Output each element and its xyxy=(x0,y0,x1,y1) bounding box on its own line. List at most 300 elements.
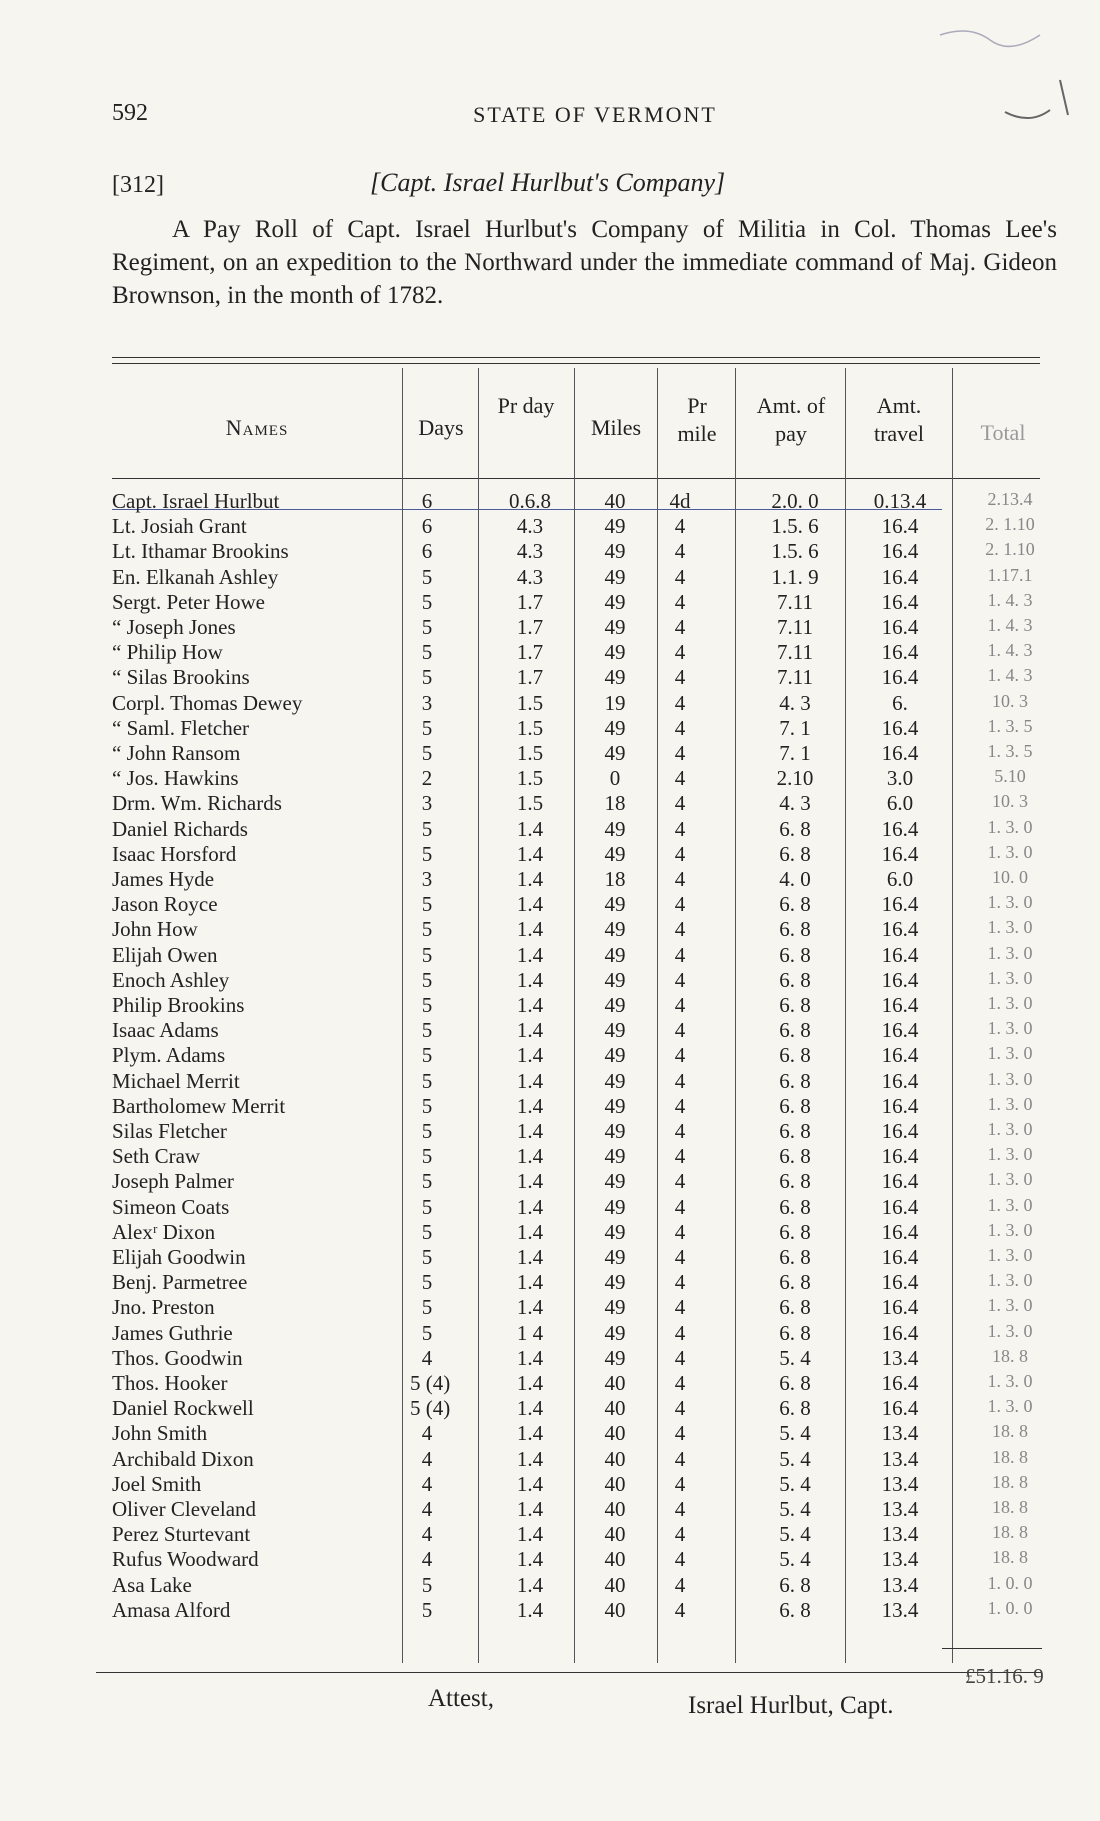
table-row xyxy=(0,1043,1100,1068)
row-days: 3 xyxy=(421,690,433,715)
row-name: James Hyde xyxy=(112,867,215,891)
row-total: 5.10 xyxy=(994,766,1026,787)
row-amt-pay: 5. 4 xyxy=(779,1547,811,1572)
table-row xyxy=(0,1220,1100,1245)
row-miles: 49 xyxy=(604,1345,626,1370)
row-pr-mile: 4 xyxy=(674,564,686,589)
row-days: 5 xyxy=(421,1270,433,1295)
row-amt-pay: 7.11 xyxy=(777,665,813,690)
attest-label: Attest, xyxy=(428,1685,494,1712)
row-total: 1. 3. 0 xyxy=(987,1068,1033,1089)
row-amt-pay: 7.11 xyxy=(777,589,813,614)
table-row xyxy=(0,615,1100,640)
row-pr-mile: 4 xyxy=(674,640,686,665)
row-amt-pay: 6. 8 xyxy=(779,1144,811,1169)
row-pr-day: 1.7 xyxy=(516,589,544,614)
row-pr-day: 4.3 xyxy=(516,564,544,589)
row-amt-pay: 6. 8 xyxy=(779,1371,811,1395)
row-name: Amasa Alford xyxy=(112,1597,231,1622)
row-days: 5 xyxy=(421,1119,433,1143)
row-total: 1. 3. 0 xyxy=(987,1093,1033,1114)
table-row xyxy=(0,741,1100,766)
row-pr-day: 4.3 xyxy=(516,539,544,564)
row-total: 1. 3. 0 xyxy=(987,892,1033,913)
row-name: Elijah Goodwin xyxy=(112,1245,246,1269)
row-days: 5 xyxy=(421,1572,433,1597)
row-days: 5 xyxy=(421,741,433,765)
row-total: 1. 3. 0 xyxy=(987,1194,1033,1215)
row-miles: 40 xyxy=(604,1446,626,1471)
row-pr-mile: 4 xyxy=(674,1219,686,1244)
row-total: 10. 3 xyxy=(992,690,1028,711)
row-days: 4 xyxy=(421,1497,433,1521)
table-row xyxy=(0,1018,1100,1043)
row-amt-pay: 6. 8 xyxy=(779,1169,811,1194)
row-amt-travel: 16.4 xyxy=(881,1396,919,1421)
row-days: 4 xyxy=(421,1522,433,1547)
row-miles: 49 xyxy=(604,564,626,589)
row-pr-mile: 4 xyxy=(674,1169,686,1194)
row-amt-travel: 16.4 xyxy=(881,942,919,967)
row-days: 5 xyxy=(421,1093,433,1118)
row-miles: 49 xyxy=(604,816,626,841)
table-row xyxy=(0,489,1100,514)
row-amt-pay: 1.1. 9 xyxy=(771,564,819,589)
row-pr-mile: 4 xyxy=(674,589,686,614)
row-pr-mile: 4 xyxy=(674,1270,686,1295)
row-amt-travel: 3.0 xyxy=(886,766,914,791)
table-row xyxy=(0,640,1100,665)
header-pr-mile xyxy=(660,392,734,448)
row-amt-pay: 5. 4 xyxy=(779,1522,811,1547)
row-total: 1. 3. 0 xyxy=(987,1396,1033,1417)
row-name: Daniel Rockwell xyxy=(112,1396,254,1421)
row-miles: 49 xyxy=(604,841,626,866)
row-pr-day: 1.4 xyxy=(516,1194,544,1219)
table-row xyxy=(0,791,1100,816)
row-amt-travel: 16.4 xyxy=(881,1018,919,1043)
table-row xyxy=(0,1069,1100,1094)
row-pr-mile: 4 xyxy=(674,892,686,917)
row-amt-pay: 6. 8 xyxy=(779,917,811,942)
row-miles: 40 xyxy=(604,1497,626,1521)
row-miles: 49 xyxy=(604,589,626,614)
row-total: 1. 3. 0 xyxy=(987,993,1033,1013)
row-total: 1. 3. 0 xyxy=(987,1169,1033,1190)
row-miles: 49 xyxy=(604,1320,626,1345)
row-amt-pay: 6. 8 xyxy=(779,1219,811,1244)
row-miles: 49 xyxy=(604,1194,626,1219)
row-name: James Guthrie xyxy=(112,1320,233,1345)
row-total: 1. 3. 5 xyxy=(987,715,1033,736)
row-name: “ Saml. Fletcher xyxy=(112,715,250,740)
row-pr-day: 1.4 xyxy=(516,1421,544,1446)
row-name: Isaac Adams xyxy=(112,1018,219,1043)
row-days: 3 xyxy=(421,791,433,816)
row-miles: 49 xyxy=(604,539,626,564)
row-name: John How xyxy=(112,917,198,942)
grand-total-rule xyxy=(942,1648,1042,1649)
row-days: 5 xyxy=(421,715,433,740)
row-pr-day: 1.4 xyxy=(516,1345,544,1370)
row-total: 1. 3. 5 xyxy=(987,741,1033,761)
row-name: En. Elkanah Ashley xyxy=(112,564,279,589)
row-total: 18. 8 xyxy=(992,1497,1028,1517)
row-pr-mile: 4 xyxy=(674,741,686,765)
row-days: 5 xyxy=(421,942,433,967)
row-pr-day: 1.4 xyxy=(516,942,544,967)
row-pr-mile: 4 xyxy=(674,1194,686,1219)
row-miles: 49 xyxy=(604,1169,626,1194)
row-pr-mile: 4 xyxy=(674,1345,686,1370)
row-pr-mile: 4 xyxy=(674,1522,686,1547)
row-pr-mile: 4 xyxy=(674,690,686,715)
row-amt-travel: 13.4 xyxy=(881,1345,919,1370)
row-pr-day: 1 4 xyxy=(516,1320,544,1345)
row-days: 5 xyxy=(421,841,433,866)
row-amt-travel: 16.4 xyxy=(881,1119,919,1143)
row-miles: 49 xyxy=(604,1295,626,1320)
table-row xyxy=(0,1396,1100,1421)
row-total: 2.13.4 xyxy=(987,489,1033,509)
row-amt-travel: 6.0 xyxy=(886,791,914,816)
row-miles: 49 xyxy=(604,1018,626,1043)
row-pr-mile: 4 xyxy=(674,1093,686,1118)
row-amt-pay: 7. 1 xyxy=(779,715,811,740)
row-name: Lt. Ithamar Brookins xyxy=(112,539,289,564)
row-pr-day: 1.4 xyxy=(516,1446,544,1471)
row-name: Asa Lake xyxy=(112,1572,192,1597)
row-name: “ John Ransom xyxy=(112,741,241,765)
row-total: 2. 1.10 xyxy=(985,539,1035,560)
row-days: 5 xyxy=(421,993,433,1017)
row-days: 4 xyxy=(421,1547,433,1572)
row-amt-pay: 5. 4 xyxy=(779,1471,811,1496)
row-miles: 49 xyxy=(604,514,626,539)
row-pr-day: 1.4 xyxy=(516,1245,544,1269)
row-pr-mile: 4 xyxy=(674,766,686,791)
row-amt-travel: 6. xyxy=(892,690,908,715)
table-row xyxy=(0,1169,1100,1194)
row-amt-travel: 16.4 xyxy=(881,1093,919,1118)
row-amt-travel: 16.4 xyxy=(881,1245,919,1269)
row-total: 18. 8 xyxy=(992,1421,1028,1442)
row-amt-travel: 13.4 xyxy=(881,1497,919,1521)
row-miles: 19 xyxy=(604,690,626,715)
row-days: 5 xyxy=(421,1018,433,1043)
row-amt-pay: 7. 1 xyxy=(779,741,811,765)
row-amt-travel: 16.4 xyxy=(881,892,919,917)
row-amt-pay: 5. 4 xyxy=(779,1421,811,1446)
row-pr-day: 1.4 xyxy=(516,1093,544,1118)
row-amt-travel: 16.4 xyxy=(881,1371,919,1395)
row-name: Isaac Horsford xyxy=(112,841,237,866)
row-total: 1. 3. 0 xyxy=(987,1144,1033,1165)
row-miles: 49 xyxy=(604,615,626,639)
row-amt-pay: 6. 8 xyxy=(779,1068,811,1093)
header-amt-pay xyxy=(738,392,844,448)
row-name: Jason Royce xyxy=(112,892,218,917)
row-pr-mile: 4 xyxy=(674,967,686,992)
row-amt-pay: 6. 8 xyxy=(779,1396,811,1421)
row-days: 6 xyxy=(421,539,433,564)
row-amt-travel: 13.4 xyxy=(881,1572,919,1597)
row-pr-mile: 4 xyxy=(674,1320,686,1345)
row-pr-day: 1.4 xyxy=(516,1270,544,1295)
row-pr-mile: 4 xyxy=(674,539,686,564)
row-amt-travel: 16.4 xyxy=(881,615,919,639)
table-bottom-rule xyxy=(96,1672,1042,1673)
row-total: 1. 3. 0 xyxy=(987,1119,1033,1139)
row-pr-mile: 4d xyxy=(669,489,691,513)
row-amt-travel: 0.13.4 xyxy=(873,489,927,513)
row-days: 5 xyxy=(421,1043,433,1068)
row-pr-mile: 4 xyxy=(674,1043,686,1068)
signer-name: Israel Hurlbut, Capt. xyxy=(688,1692,894,1719)
row-amt-travel: 16.4 xyxy=(881,816,919,841)
row-amt-pay: 1.5. 6 xyxy=(771,514,819,539)
row-total: 1. 3. 0 xyxy=(987,1270,1033,1291)
row-amt-travel: 16.4 xyxy=(881,741,919,765)
row-days: 5 xyxy=(421,1144,433,1169)
row-total: 1. 3. 0 xyxy=(987,1295,1033,1316)
table-row xyxy=(0,539,1100,564)
row-amt-pay: 6. 8 xyxy=(779,1597,811,1622)
row-pr-day: 1.4 xyxy=(516,1144,544,1169)
row-pr-mile: 4 xyxy=(674,1295,686,1320)
table-row xyxy=(0,766,1100,791)
header-amt-travel-text: Amt. travel xyxy=(873,393,925,446)
row-name: Thos. Hooker xyxy=(112,1371,228,1395)
row-amt-travel: 16.4 xyxy=(881,665,919,690)
row-name: Simeon Coats xyxy=(112,1194,230,1219)
row-total: 1. 3. 0 xyxy=(987,967,1033,988)
row-pr-mile: 4 xyxy=(674,841,686,866)
row-miles: 49 xyxy=(604,665,626,690)
row-days: 5 xyxy=(421,892,433,917)
row-name: Capt. Israel Hurlbut xyxy=(112,489,280,513)
row-miles: 49 xyxy=(604,942,626,967)
table-row xyxy=(0,565,1100,590)
row-miles: 49 xyxy=(604,1043,626,1068)
row-amt-travel: 16.4 xyxy=(881,1043,919,1068)
row-days: 5 xyxy=(421,816,433,841)
row-amt-pay: 6. 8 xyxy=(779,816,811,841)
row-total: 2. 1.10 xyxy=(985,514,1035,535)
running-head: STATE OF VERMONT xyxy=(473,102,717,127)
row-amt-pay: 1.5. 6 xyxy=(771,539,819,564)
row-pr-day: 1.5 xyxy=(516,741,544,765)
row-miles: 49 xyxy=(604,640,626,665)
row-amt-travel: 16.4 xyxy=(881,1320,919,1345)
row-pr-mile: 4 xyxy=(674,917,686,942)
row-pr-mile: 4 xyxy=(674,1421,686,1446)
row-amt-travel: 16.4 xyxy=(881,1068,919,1093)
row-days: 5 (4) xyxy=(410,1396,451,1421)
row-amt-pay: 6. 8 xyxy=(779,942,811,967)
row-days: 6 xyxy=(421,514,433,539)
row-pr-mile: 4 xyxy=(674,1144,686,1169)
table-row xyxy=(0,1421,1100,1446)
row-name: Lt. Josiah Grant xyxy=(112,514,247,539)
row-amt-pay: 5. 4 xyxy=(779,1497,811,1521)
row-pr-mile: 4 xyxy=(674,867,686,891)
row-amt-pay: 6. 8 xyxy=(779,841,811,866)
row-days: 5 xyxy=(421,564,433,589)
row-days: 5 (4) xyxy=(410,1371,451,1395)
row-pr-day: 4.3 xyxy=(516,514,544,539)
row-amt-pay: 6. 8 xyxy=(779,1270,811,1295)
row-amt-travel: 16.4 xyxy=(881,514,919,539)
document-number: [312] xyxy=(112,172,164,198)
header-miles: Miles xyxy=(590,415,642,440)
row-name: Corpl. Thomas Dewey xyxy=(112,690,303,715)
row-miles: 49 xyxy=(604,741,626,765)
row-amt-pay: 6. 8 xyxy=(779,1320,811,1345)
row-miles: 40 xyxy=(604,1572,626,1597)
table-top-rule xyxy=(112,357,1040,358)
row-pr-day: 1.4 xyxy=(516,816,544,841)
row-name: Bartholomew Merrit xyxy=(112,1093,286,1118)
row-miles: 18 xyxy=(604,867,626,891)
row-miles: 40 xyxy=(604,1547,626,1572)
row-pr-mile: 4 xyxy=(674,715,686,740)
row-total: 1. 0. 0 xyxy=(987,1572,1033,1593)
row-name: Philip Brookins xyxy=(112,993,245,1017)
row-pr-day: 1.4 xyxy=(516,1043,544,1068)
row-amt-travel: 16.4 xyxy=(881,589,919,614)
row-amt-pay: 5. 4 xyxy=(779,1446,811,1471)
row-name: “ Philip How xyxy=(112,640,223,665)
row-pr-mile: 4 xyxy=(674,514,686,539)
row-amt-travel: 16.4 xyxy=(881,539,919,564)
row-amt-travel: 6.0 xyxy=(886,867,914,891)
row-miles: 40 xyxy=(604,1371,626,1395)
row-days: 2 xyxy=(421,766,433,791)
row-amt-travel: 16.4 xyxy=(881,1169,919,1194)
header-bottom-rule xyxy=(112,478,1040,479)
row-miles: 49 xyxy=(604,892,626,917)
row-miles: 40 xyxy=(604,489,626,513)
row-name: Seth Craw xyxy=(112,1144,201,1169)
row-days: 6 xyxy=(421,489,433,513)
document-title: [Capt. Israel Hurlbut's Company] xyxy=(370,168,726,197)
row-amt-pay: 2.0. 0 xyxy=(771,489,819,513)
row-pr-day: 1.4 xyxy=(516,917,544,942)
row-total: 18. 8 xyxy=(992,1471,1028,1492)
row-amt-travel: 13.4 xyxy=(881,1471,919,1496)
row-total: 1. 3. 0 xyxy=(987,1245,1033,1265)
row-amt-pay: 6. 8 xyxy=(779,967,811,992)
table-row xyxy=(0,1346,1100,1371)
row-miles: 40 xyxy=(604,1522,626,1547)
row-total: 1.17.1 xyxy=(987,564,1033,585)
row-days: 4 xyxy=(421,1421,433,1446)
row-name: “ Silas Brookins xyxy=(112,665,250,690)
row-amt-pay: 6. 8 xyxy=(779,1093,811,1118)
row-pr-day: 1.4 xyxy=(516,1547,544,1572)
row-total: 1. 3. 0 xyxy=(987,841,1033,862)
row-pr-day: 1.4 xyxy=(516,867,544,891)
row-amt-pay: 6. 8 xyxy=(779,1194,811,1219)
row-name: “ Joseph Jones xyxy=(112,615,236,639)
row-total: 10. 0 xyxy=(992,867,1028,887)
row-pr-day: 1.5 xyxy=(516,791,544,816)
row-pr-mile: 4 xyxy=(674,791,686,816)
row-name: Benj. Parmetree xyxy=(112,1270,248,1295)
row-pr-mile: 4 xyxy=(674,816,686,841)
table-row xyxy=(0,1119,1100,1144)
row-amt-pay: 6. 8 xyxy=(779,1018,811,1043)
row-days: 4 xyxy=(421,1471,433,1496)
table-row xyxy=(0,1144,1100,1169)
row-days: 4 xyxy=(421,1446,433,1471)
row-pr-day: 1.4 xyxy=(516,1169,544,1194)
row-amt-pay: 6. 8 xyxy=(779,1295,811,1320)
table-row xyxy=(0,1321,1100,1346)
row-name: John Smith xyxy=(112,1421,208,1446)
row-pr-day: 1.4 xyxy=(516,993,544,1017)
row-pr-mile: 4 xyxy=(674,942,686,967)
table-row xyxy=(0,1447,1100,1472)
row-days: 5 xyxy=(421,665,433,690)
row-pr-mile: 4 xyxy=(674,1068,686,1093)
row-total: 1. 4. 3 xyxy=(987,615,1033,635)
row-pr-mile: 4 xyxy=(674,1371,686,1395)
row-days: 5 xyxy=(421,1219,433,1244)
row-pr-day: 1.4 xyxy=(516,1018,544,1043)
row-amt-travel: 16.4 xyxy=(881,917,919,942)
table-row xyxy=(0,1195,1100,1220)
row-miles: 49 xyxy=(604,1144,626,1169)
row-name: “ Jos. Hawkins xyxy=(112,766,239,791)
row-amt-travel: 16.4 xyxy=(881,1270,919,1295)
row-days: 5 xyxy=(421,615,433,639)
row-days: 5 xyxy=(421,1295,433,1320)
row-name: Rufus Woodward xyxy=(112,1547,259,1572)
row-pr-mile: 4 xyxy=(674,615,686,639)
row-miles: 49 xyxy=(604,1068,626,1093)
table-row xyxy=(0,1497,1100,1522)
row-name: Perez Sturtevant xyxy=(112,1522,251,1547)
table-row xyxy=(0,993,1100,1018)
table-row xyxy=(0,514,1100,539)
row-pr-mile: 4 xyxy=(674,1497,686,1521)
row-amt-pay: 6. 8 xyxy=(779,1043,811,1068)
row-pr-day: 1.4 xyxy=(516,1597,544,1622)
row-pr-day: 1.4 xyxy=(516,1068,544,1093)
row-pr-mile: 4 xyxy=(674,1471,686,1496)
row-amt-travel: 16.4 xyxy=(881,640,919,665)
row-total: 1. 3. 0 xyxy=(987,1371,1033,1391)
row-amt-travel: 16.4 xyxy=(881,1194,919,1219)
row-amt-travel: 16.4 xyxy=(881,841,919,866)
row-amt-travel: 16.4 xyxy=(881,993,919,1017)
header-pr-day-text: Pr day xyxy=(497,393,555,418)
row-name: Archibald Dixon xyxy=(112,1446,254,1471)
row-amt-travel: 13.4 xyxy=(881,1597,919,1622)
row-pr-day: 1.4 xyxy=(516,1522,544,1547)
row-total: 1. 3. 0 xyxy=(987,917,1033,938)
table-row xyxy=(0,716,1100,741)
row-name: Sergt. Peter Howe xyxy=(112,589,265,614)
table-row xyxy=(0,1245,1100,1270)
row-amt-travel: 16.4 xyxy=(881,564,919,589)
table-row xyxy=(0,817,1100,842)
row-days: 5 xyxy=(421,1169,433,1194)
row-total: 18. 8 xyxy=(992,1446,1028,1467)
row-pr-day: 1.7 xyxy=(516,615,544,639)
